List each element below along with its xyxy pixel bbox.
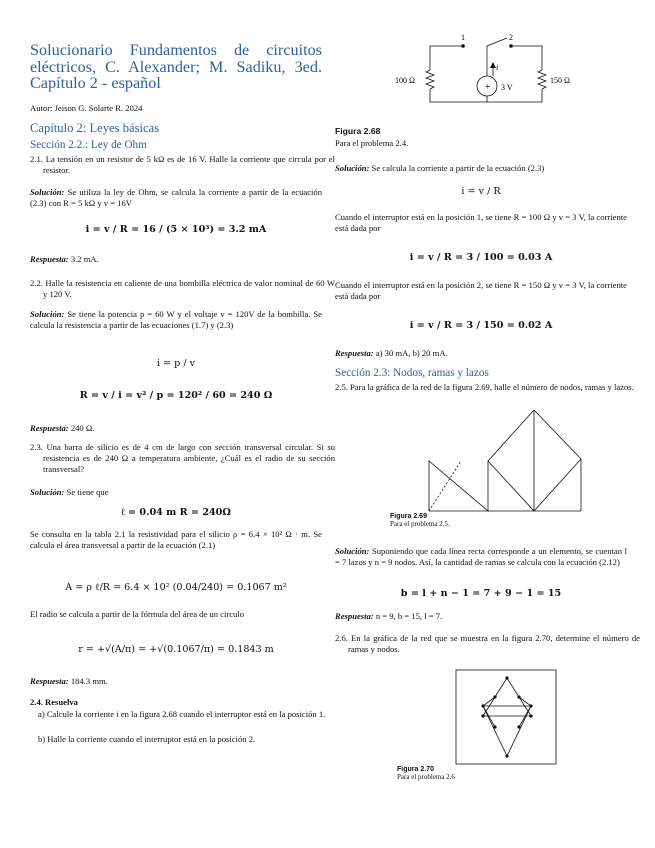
figure-2-70-graph: [335, 668, 627, 766]
equation-2-4c: i = v / R = 3 / 150 = 0.02 A: [409, 320, 553, 331]
section-heading-2-2: Sección 2.2.: Ley de Ohm: [30, 139, 147, 151]
equation-2-4b: i = v / R = 3 / 100 = 0.03 A: [409, 252, 553, 263]
figure-2-70-caption: Figura 2.70: [397, 766, 434, 773]
graph-node: [481, 704, 484, 707]
problem-2-1: 2.1. La tensión en un resistor de 5 kΩ es de 16 V. Halle la corriente que circula por el resistor.: [30, 154, 335, 175]
equation-2-3c: r = +√(A/π) = +√(0.1067/π) = 0.1843 m: [78, 644, 274, 655]
source-label: 3 V: [501, 83, 513, 92]
solution-2-4: [335, 163, 627, 174]
answer-2-2: [30, 423, 322, 434]
equation-2-4a: i = v / R: [461, 186, 501, 197]
graph-node: [529, 704, 532, 707]
answer-2-3: [30, 676, 322, 687]
graph-dashed-edge: [429, 461, 461, 511]
problem-2-4: 2.4. Resuelva: [30, 697, 78, 707]
solution-label: Solución:: [30, 309, 65, 319]
solution-label: Solución:: [335, 546, 370, 556]
solution-label: Solución:: [30, 187, 65, 197]
node-2-dot: [509, 44, 513, 48]
equation-2-3a: ℓ = 0.04 m R = 240Ω: [121, 507, 231, 518]
resistor-100: [426, 70, 434, 89]
problem-2-3: 2.3. Una barra de silicio es de 4 cm de largo con sección transversal circular. Si su resistencia es de 240 Ω a temperatura ambiente, ¿Cuál es el radio de su sección transversal?: [30, 442, 335, 474]
graph-node: [529, 714, 532, 717]
figure-2-68-circuit: [335, 28, 627, 110]
answer-2-5: [335, 611, 627, 622]
figure-2-70-subcaption: Para el problema 2.6: [397, 773, 455, 781]
source-plus-icon: +: [485, 82, 491, 93]
solution-text: Se tiene la potencia p = 60 W y el voltaje v = 120V de la bombilla. Se calcula la resistencia a partir de las ecuaciones (1.7) y (2.3): [30, 309, 322, 330]
figure-2-68-subcaption: Para el problema 2.4.: [335, 138, 409, 148]
author-line: Autor: Jeison G. Solarte R. 2024: [30, 103, 143, 113]
solution-2-1: [30, 187, 322, 209]
equation-2-3b: A = ρ ℓ/R = 6.4 × 10² (0.04/240) = 0.1067 m²: [65, 582, 287, 593]
node-1-dot: [461, 44, 465, 48]
answer-label: Respuesta:: [30, 676, 69, 686]
solution-text: Se tiene que: [66, 487, 109, 497]
graph-lower-triangle: [483, 706, 531, 756]
answer-text: 3.2 mA.: [70, 254, 99, 264]
graph-node: [505, 754, 508, 757]
graph-diagonal-edge-2: [534, 459, 581, 511]
solution-label: Solución:: [335, 163, 370, 173]
resistor-150-label: 150 Ω: [550, 76, 570, 85]
solution-text: Suponiendo que cada línea recta corresponde a un elemento, se cuentan l = 7 lazos y n = 9 nodos. Así, la cantidad de ramas se calcula con la ecuación (2.12): [335, 546, 627, 567]
solution-label: Solución:: [30, 487, 65, 497]
problem-2-4-part-b: b) Halle la corriente cuando el interruptor está en la posición 2.: [38, 734, 256, 744]
resistor-150: [538, 70, 546, 89]
answer-label: Respuesta:: [30, 254, 69, 264]
answer-label: Respuesta:: [335, 611, 374, 621]
answer-label: Respuesta:: [335, 348, 374, 358]
answer-text: 184.3 mm.: [70, 676, 108, 686]
figure-2-69-caption: Figura 2.69: [390, 513, 427, 520]
figure-2-69-caption-block: [390, 513, 590, 528]
solution-2-4-position-1: Cuando el interruptor está en la posición 1, se tiene R = 100 Ω y v = 3 V, la corriente está dada por: [335, 212, 627, 233]
equation-2-2b: R = v / i = v² / p = 120² / 60 = 240 Ω: [79, 390, 273, 401]
equation-2-2a: i = p / v: [156, 358, 196, 369]
graph-outer-square: [456, 670, 556, 764]
wire-top-left: [430, 46, 463, 70]
graph-node: [493, 695, 496, 698]
graph-outline: [429, 410, 581, 511]
equation-2-1: i = v / R = 16 / (5 × 10³) = 3.2 mA: [85, 224, 267, 235]
solution-text: Se utiliza la ley de Ohm, se calcula la corriente a partir de la ecuación (2.3) con R = 5 kΩ y v = 16V: [30, 187, 323, 208]
graph-node: [517, 725, 520, 728]
problem-2-2: 2.2. Halle la resistencia en caliente de una bombilla eléctrica de valor nominal de 60 W y 120 V.: [30, 278, 335, 299]
answer-2-4: [335, 348, 627, 359]
graph-node: [481, 714, 484, 717]
solution-2-3-text: Se consulta en la tabla 2.1 la resistividad para el silicio ρ = 6.4 × 10² Ω · m. Se calcula el área transversal a partir de la ecuación (2.1): [30, 529, 322, 550]
solution-2-2: [30, 309, 322, 331]
current-label: i: [496, 63, 499, 72]
switch-blade: [487, 38, 507, 46]
equation-2-5: b = l + n − 1 = 7 + 9 − 1 = 15: [400, 588, 562, 599]
problem-2-5: 2.5. Para la gráfica de la red de la figura 2.69, halle el número de nodos, ramas y lazos.: [335, 382, 634, 392]
problem-2-6: 2.6. En la gráfica de la red que se muestra en la figura 2.70, determine el número de ramas y nodos.: [335, 633, 640, 654]
solution-2-5: [335, 546, 627, 568]
answer-text: n = 9, b = 15, l = 7.: [375, 611, 443, 621]
graph-left-link: [483, 697, 495, 727]
graph-node: [517, 695, 520, 698]
figure-2-69-subcaption: Para el problema 2.5.: [390, 520, 450, 528]
solution-2-4-position-2: Cuando el interruptor está en la posición 2, se tiene R = 150 Ω y v = 3 V, la corriente está dada por: [335, 280, 627, 301]
node-2-label: 2: [509, 33, 513, 42]
problem-2-4-part-a: a) Calcule la corriente i en la figura 2.68 cuando el interruptor está en la posición 1.: [38, 709, 326, 719]
answer-label: Respuesta:: [30, 423, 69, 433]
resistor-100-label: 100 Ω: [395, 76, 415, 85]
section-heading-2-3: Sección 2.3: Nodos, ramas y lazos: [335, 367, 489, 379]
wire-top-right: [511, 46, 542, 70]
chapter-heading: Capítulo 2: Leyes básicas: [30, 121, 160, 135]
document-title: Solucionario Fundamentos de circuitos eléctricos, C. Alexander; M. Sadiku, 3ed. Capítulo 2 - español: [30, 41, 322, 92]
graph-diagonal-edge-1: [488, 461, 534, 511]
answer-text: a) 30 mA, b) 20 mA.: [375, 348, 448, 358]
solution-2-3: [30, 487, 322, 498]
graph-upper-triangle: [483, 678, 531, 716]
solution-2-3-radius-text: El radio se calcula a partir de la fórmula del área de un circulo: [30, 609, 245, 619]
figure-2-70-caption-block: [397, 766, 597, 781]
graph-node: [493, 725, 496, 728]
answer-2-1: [30, 254, 322, 265]
figure-2-68-caption: Figura 2.68: [335, 126, 381, 136]
graph-right-link: [519, 697, 531, 727]
node-1-label: 1: [461, 33, 465, 42]
solution-text: Se calcula la corriente a partir de la ecuación (2.3): [371, 163, 545, 173]
answer-text: 240 Ω.: [70, 423, 95, 433]
graph-node: [505, 676, 508, 679]
figure-2-69-graph: [335, 410, 627, 515]
